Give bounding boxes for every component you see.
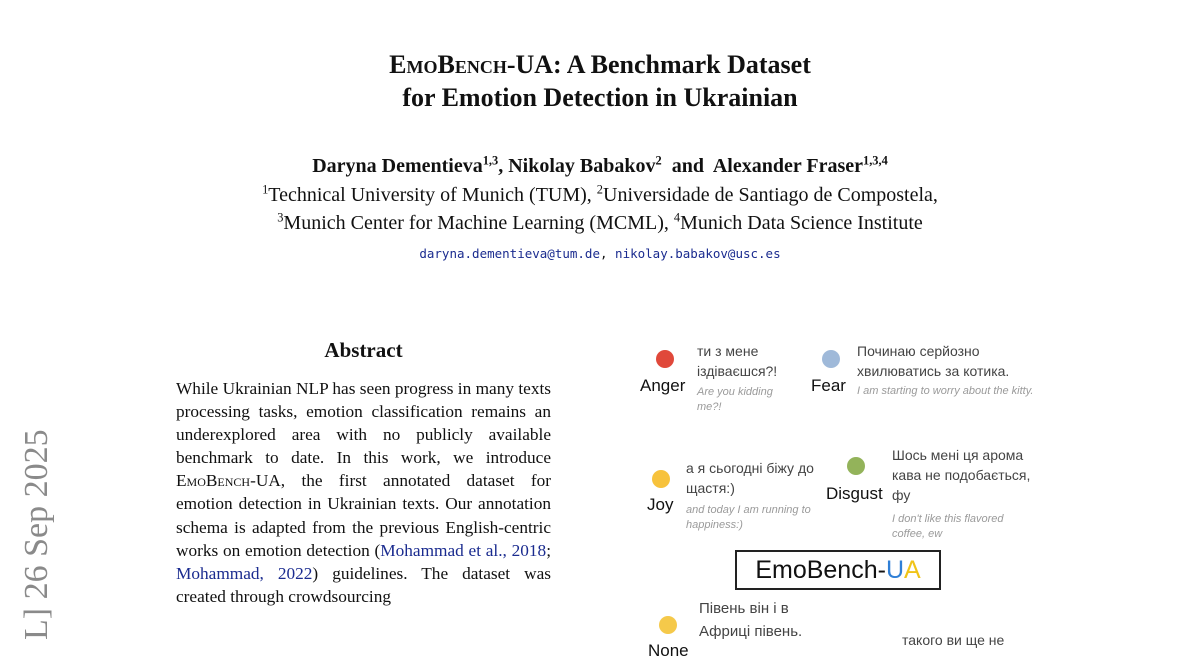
citation-link-1[interactable]: Mohammad et al., 2018 <box>380 540 547 560</box>
citation-link-2[interactable]: Mohammad, 2022 <box>176 563 313 583</box>
author-3-sup: 1,3,4 <box>863 153 888 168</box>
none-ukrainian-text: Півень він і в Африці півень. <box>699 600 803 640</box>
arxiv-stamp: L] 26 Sep 2025 <box>18 429 55 640</box>
disgust-label: Disgust <box>826 484 883 503</box>
aff-3: Munich Center for Machine Learning (MCML), <box>283 212 674 234</box>
emobench-logo <box>735 550 941 590</box>
aff-sup-3: 3 <box>277 210 284 225</box>
none-label: None <box>648 641 689 660</box>
angry-face-icon <box>656 350 674 368</box>
abstract-smallcaps: EmoBench <box>176 471 251 491</box>
extra-ukrainian-text: такого ви ще не <box>902 632 1005 648</box>
aff-4: Munich Data Science Institute <box>680 212 923 234</box>
abstract-text-1: While Ukrainian NLP has seen progress in many texts processing tasks, emotion classification remains an underexplored area with no publicly available benchmark to date. In this work, we introduce <box>176 379 551 468</box>
author-list: Daryna Dementieva$^{1,3}$, Nikolay Babakov$^2$ and Alexander Fraser$^{1,3,4}$ <box>312 153 888 177</box>
email-line: daryna.dementieva@tum.de, nikolay.babakov@usc.es <box>419 246 781 261</box>
aff-sup-2: 2 <box>596 182 603 197</box>
disgust-english-text: I don't like this flavored coffee, ew <box>892 513 1004 540</box>
email-link-1[interactable]: daryna.dementieva@tum.de <box>419 246 600 261</box>
aff-sup-1: 1 <box>262 182 269 197</box>
email-link-2[interactable]: nikolay.babakov@usc.es <box>615 246 781 261</box>
disgust-face-icon <box>847 457 865 475</box>
aff-sup-4: 4 <box>673 210 681 225</box>
fearful-face-icon <box>822 350 840 368</box>
author-and: and <box>671 155 704 177</box>
logo-a: A <box>904 556 921 584</box>
fear-ukrainian-text: Починаю серйозно хвилюватись за котика. <box>857 343 1010 379</box>
title-smallcaps: EmoBench <box>389 50 507 79</box>
joy-ukrainian-text: а я сьогодні біжу до щастя:) <box>686 460 814 496</box>
abstract-heading: Abstract <box>324 338 403 362</box>
author-2-sup: 2 <box>655 153 662 168</box>
author-2: Nikolay Babakov <box>508 155 656 177</box>
anger-label: Anger <box>640 376 686 395</box>
abstract-text-2: -UA, the first annotated dataset for emotion detection in Ukrainian texts. Our annotation schema is adapted from the previous English-centric works on emotion detection ( <box>176 471 551 560</box>
anger-english-text: Are you kidding me?! <box>697 386 773 413</box>
joy-face-icon <box>652 470 670 488</box>
aff-1: Technical University of Munich (TUM), <box>268 184 597 206</box>
author-1: Daryna Dementieva <box>312 155 483 177</box>
aff-2: Universidade de Santiago de Compostela, <box>603 184 938 206</box>
disgust-ukrainian-text: Шось мені ця арома кава не подобається, фу <box>892 447 1031 503</box>
joy-english-text: and today I am running to happiness:) <box>686 504 811 531</box>
abstract-text-3: ; <box>546 540 551 560</box>
title-rest: -UA: A Benchmark Dataset <box>506 50 811 79</box>
neutral-face-icon <box>659 616 677 634</box>
anger-ukrainian-text: ти з мене іздіваєшся?! <box>697 343 778 379</box>
fear-english-text: I am starting to worry about the kitty. <box>857 385 1034 397</box>
logo-u: U <box>885 556 904 584</box>
paper-title-line2: for Emotion Detection in Ukrainian <box>402 83 798 112</box>
author-3: Alexander Fraser <box>712 155 864 177</box>
logo-text: EmoBench- <box>755 556 886 584</box>
abstract-text-4: ) guidelines. The dataset was created through crowdsourcing <box>176 563 551 606</box>
author-1-sup: 1,3 <box>482 153 499 168</box>
joy-label: Joy <box>647 495 674 514</box>
fear-label: Fear <box>811 376 846 395</box>
